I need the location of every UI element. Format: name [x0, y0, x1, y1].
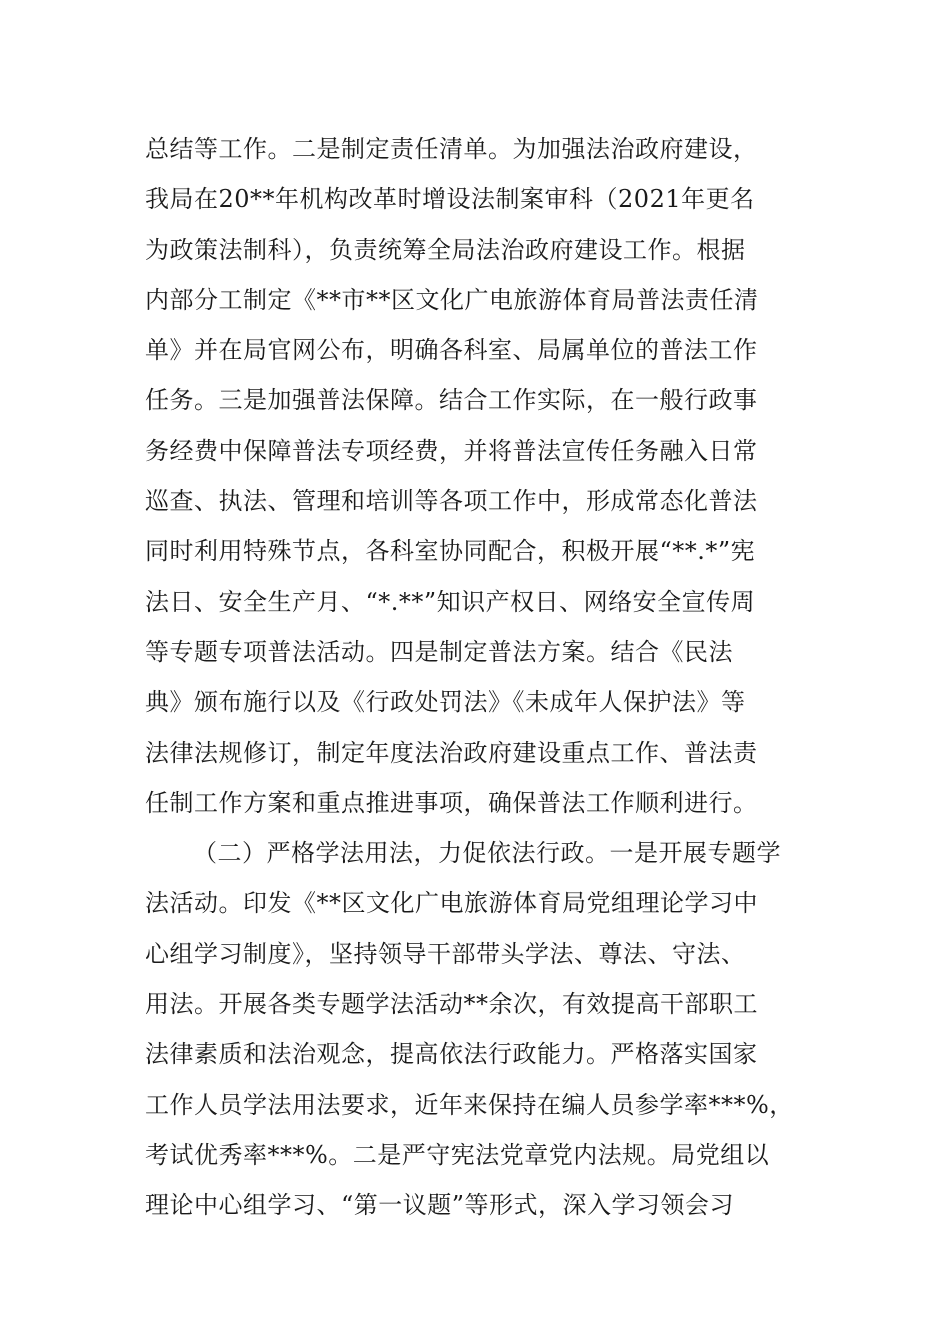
text-line: 理论中心组学习、“第一议题”等形式，深入学习领会习 — [145, 1191, 735, 1220]
body-text — [145, 124, 810, 1231]
text-line: 法日、安全生产月、“*.**”知识产权日、网络安全宣传周 — [145, 587, 756, 616]
text-line: 我局在20**年机构改革时增设法制案审科（2021年更名 — [145, 185, 755, 214]
text-line: 等专题专项普法活动。四是制定普法方案。结合《民法 — [145, 637, 733, 666]
text-line: 巡查、执法、管理和培训等各项工作中，形成常态化普法 — [145, 487, 758, 516]
text-line: 心组学习制度》，坚持领导干部带头学法、尊法、守法、 — [145, 939, 746, 968]
text-line: 工作人员学法用法要求，近年来保持在编人员参学率***%， — [145, 1090, 794, 1119]
text-line: 务经费中保障普法专项经费，并将普法宣传任务融入日常 — [145, 436, 758, 465]
text-line: 任制工作方案和重点推进事项，确保普法工作顺利进行。 — [145, 788, 758, 817]
text-line: 单》并在局官网公布，明确各科室、局属单位的普法工作 — [145, 336, 758, 365]
text-line: 同时利用特殊节点，各科室协同配合，积极开展“**.*”宪 — [145, 537, 756, 566]
text-line: 典》颁布施行以及《行政处罚法》《未成年人保护法》等 — [145, 688, 746, 717]
section-heading-line: （二）严格学法用法，力促依法行政。一是开展专题学 — [193, 839, 781, 868]
text-line: 任务。三是加强普法保障。结合工作实际，在一般行政事 — [145, 386, 758, 415]
text-line: 内部分工制定《**市**区文化广电旅游体育局普法责任清 — [145, 285, 759, 314]
text-line: 考试优秀率***%。二是严守宪法党章党内法规。局党组以 — [145, 1140, 770, 1169]
text-line: 法律素质和法治观念，提高依法行政能力。严格落实国家 — [145, 1040, 758, 1069]
text-line: 用法。开展各类专题学法活动**余次，有效提高干部职工 — [145, 990, 758, 1019]
text-line: 总结等工作。二是制定责任清单。为加强法治政府建设， — [145, 135, 758, 163]
text-line: 为政策法制科），负责统筹全局法治政府建设工作。根据 — [145, 235, 746, 264]
text-line: 法活动。印发《**区文化广电旅游体育局党组理论学习中 — [145, 889, 758, 918]
text-line: 法律法规修订，制定年度法治政府建设重点工作、普法责 — [145, 738, 758, 767]
